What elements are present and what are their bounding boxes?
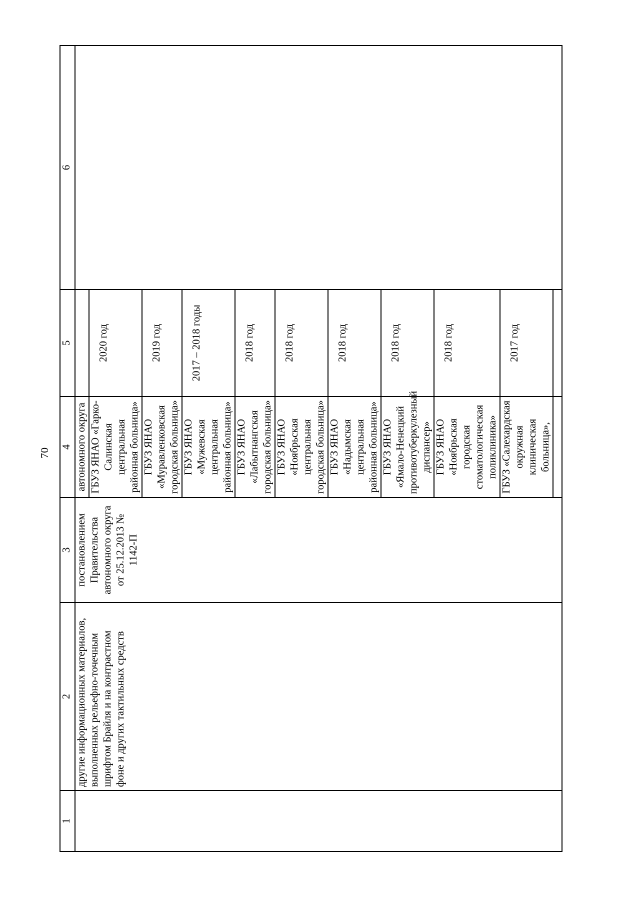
year-cell: 2018 год xyxy=(275,290,328,397)
year-cell: 2017 год xyxy=(500,290,553,397)
table-row xyxy=(75,46,89,852)
institution-cell: ГБУЗ ЯНАО «Надымская центральная районная больница» xyxy=(328,397,381,498)
institution-cell: ГБУЗ ЯНАО «Лабытнангская городская больница» xyxy=(235,397,275,498)
institution-cell: ГБУЗ ЯНАО «Ноябрьская центральная городская больница» xyxy=(275,397,328,498)
header-col-6: 6 xyxy=(60,46,75,290)
year-cell: 2018 год xyxy=(434,290,500,397)
institution-cell: ГБУЗ ЯНАО «Ямало-Ненецкий противотуберкулезный диспансер» xyxy=(381,397,434,498)
institution-cell: ГБУЗ ЯНАО «Муравленковская городская больница» xyxy=(142,397,182,498)
col3-cell: постановлением Правительства автономного округа от 25.12.2013 № 1142-П xyxy=(75,498,562,603)
program-table xyxy=(60,45,563,852)
year-cell: 2018 год xyxy=(381,290,434,397)
col4-continuation: автономного округа xyxy=(75,397,89,498)
page-number: 70 xyxy=(39,447,51,459)
table-frame xyxy=(60,52,581,852)
year-cell: 2017 – 2018 годы xyxy=(182,290,235,397)
institution-cell: ГБУЗ ЯНАО «Мужевская центральная районная больница» xyxy=(182,397,235,498)
col6-cell xyxy=(75,46,562,290)
header-col-4: 4 xyxy=(60,397,75,498)
header-col-2: 2 xyxy=(60,603,75,791)
year-cell: 2018 год xyxy=(328,290,381,397)
year-cell: 2018 год xyxy=(235,290,275,397)
year-cell xyxy=(553,290,562,397)
col5-empty xyxy=(75,290,89,397)
header-col-3: 3 xyxy=(60,498,75,603)
year-cell: 2020 год xyxy=(89,290,142,397)
header-row xyxy=(60,46,75,852)
institution-cell xyxy=(553,397,562,498)
institution-cell: ГБУЗ ЯНАО «Гарко-Салинская центральная районная больница» xyxy=(89,397,142,498)
institution-cell: ГБУЗ ЯНАО «Ноябрьская городская стоматологическая поликлиника» xyxy=(434,397,500,498)
institution-cell: ГБУЗ «Салехардская окружная клиническая больница», xyxy=(500,397,553,498)
col1-cell xyxy=(75,791,562,852)
col2-cell: другие информационных материалов, выполненных рельефно-точечным шрифтом Брайля и на контрастном фоне и других тактильных средств xyxy=(75,603,562,791)
year-cell: 2019 год xyxy=(142,290,182,397)
header-col-1: 1 xyxy=(60,791,75,852)
header-col-5: 5 xyxy=(60,290,75,397)
